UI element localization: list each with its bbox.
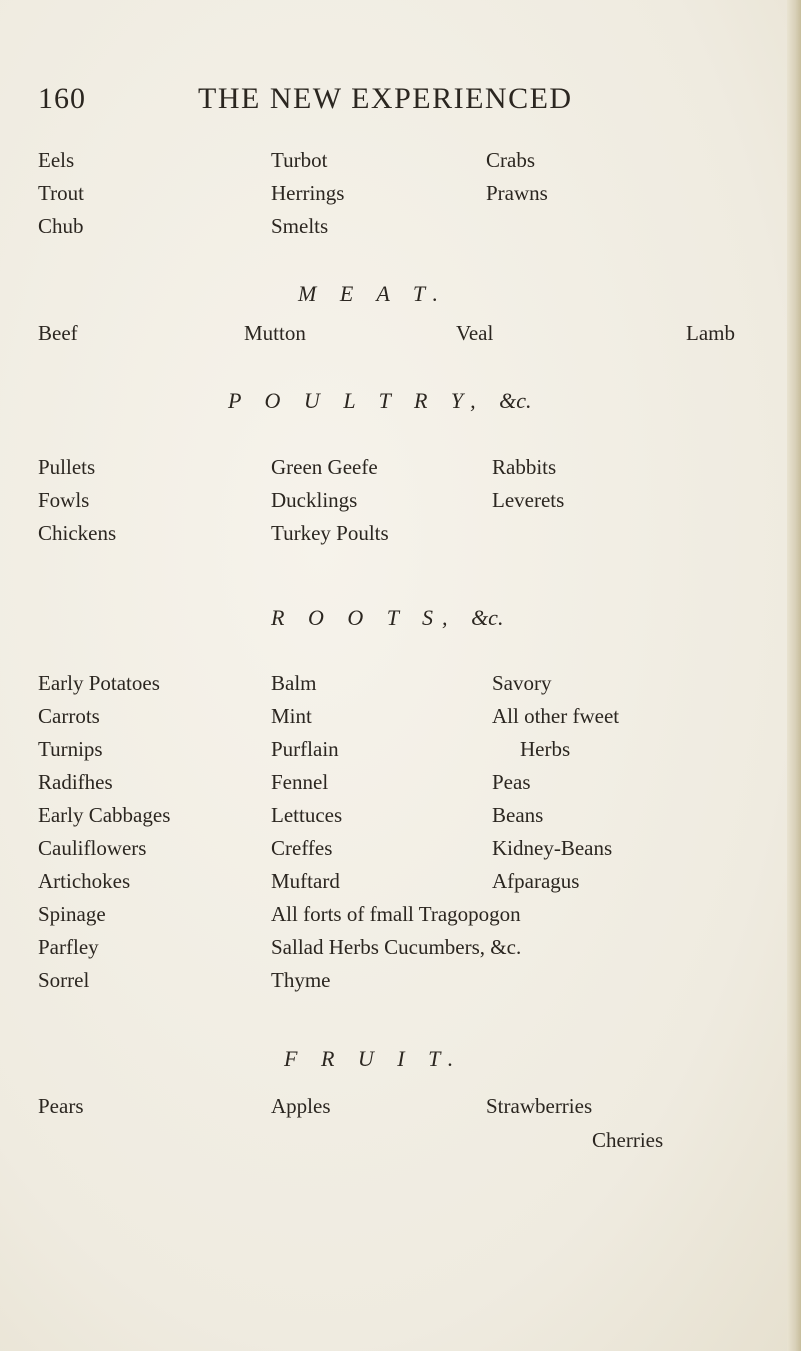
list-item: Purflain [271,737,339,761]
list-item: Turkey Poults [271,521,389,545]
list-item: Leverets [492,488,565,512]
list-item: Pullets [38,455,96,479]
list-item: Herrings [271,181,345,205]
list-item: Beans [492,803,544,827]
list-item: Prawns [486,181,548,205]
list-item: Beef [38,321,78,345]
list-item: Turbot [271,148,328,172]
list-item: Artichokes [38,869,131,893]
list-item: Apples [271,1094,331,1118]
page-edge [787,0,801,1351]
section-heading-roots [271,605,503,631]
list-item: Balm [271,671,317,695]
list-item: Mutton [244,321,306,345]
list-item: Spinage [38,902,106,926]
list-item: Herbs [520,737,571,761]
list-item: Fennel [271,770,329,794]
roots-heading-text: R O O T S, [271,605,457,630]
list-item: Eels [38,148,75,172]
list-item: Ducklings [271,488,358,512]
list-item: Early Potatoes [38,671,160,695]
list-item: Kidney-Beans [492,836,613,860]
roots-heading-etc: &c. [471,605,504,630]
list-item: All other fweet [492,704,620,728]
list-item: Lettuces [271,803,343,827]
list-item: Afparagus [492,869,580,893]
list-item: Strawberries [486,1094,593,1118]
list-item: All forts of fmall Tragopogon [271,902,521,926]
list-item: Radifhes [38,770,113,794]
list-item: Sallad Herbs Cucumbers, &c. [271,935,522,959]
list-item: Parfley [38,935,99,959]
list-item: Thyme [271,968,331,992]
list-item: Peas [492,770,531,794]
section-heading-fruit: F R U I T. [284,1046,463,1071]
list-item: Cherries [592,1128,664,1152]
list-item: Chub [38,214,84,238]
poultry-heading-etc: &c. [499,388,532,413]
list-item: Pears [38,1094,84,1118]
list-item: Sorrel [38,968,90,992]
poultry-heading-text: P O U L T R Y, [228,388,485,413]
list-item: Lamb [686,321,735,345]
page-number: 160 [38,82,86,115]
list-item: Veal [456,321,494,345]
list-item: Muftard [271,869,340,893]
list-item: Chickens [38,521,117,545]
list-item: Turnips [38,737,103,761]
list-item: Green Geefe [271,455,378,479]
list-item: Cauliflowers [38,836,147,860]
running-head: THE NEW EXPERIENCED [198,82,573,115]
list-item: Savory [492,671,552,695]
list-item: Fowls [38,488,90,512]
list-item: Smelts [271,214,329,238]
section-heading-poultry [228,388,532,414]
page-header [38,82,758,122]
list-item: Creffes [271,836,333,860]
list-item: Trout [38,181,84,205]
list-item: Mint [271,704,312,728]
list-item: Crabs [486,148,535,172]
section-heading-meat: M E A T. [298,281,448,306]
list-item: Carrots [38,704,100,728]
list-item: Rabbits [492,455,557,479]
list-item: Early Cabbages [38,803,171,827]
